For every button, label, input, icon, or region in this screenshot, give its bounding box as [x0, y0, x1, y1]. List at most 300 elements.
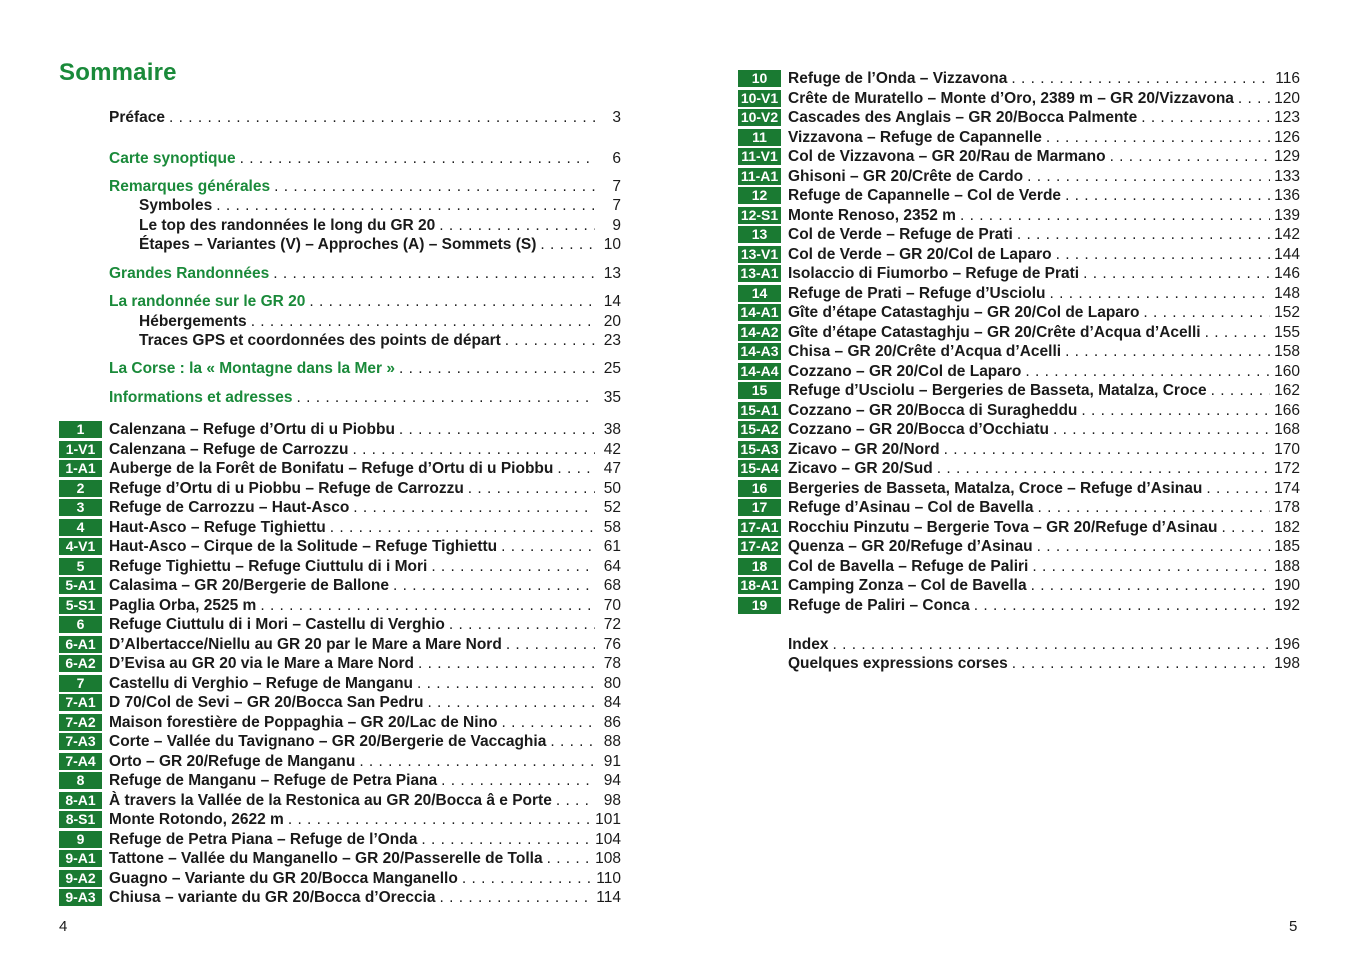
- entry-page-number: 58: [603, 518, 621, 536]
- dot-leader: [169, 108, 595, 127]
- entry-title: Préface: [109, 109, 166, 126]
- entry-page-number: 104: [595, 830, 621, 848]
- dot-leader: [274, 177, 595, 196]
- stage-entry[interactable]: [788, 342, 1300, 361]
- entry-page-number: 136: [1274, 187, 1300, 204]
- entry-title: Zicavo – GR 20/Nord: [788, 440, 940, 458]
- entry-page-number: 170: [1274, 440, 1300, 458]
- stage-entry[interactable]: [788, 381, 1300, 400]
- entry-page-number: 94: [603, 772, 621, 789]
- stage-entry[interactable]: [788, 167, 1300, 186]
- entry-page-number: 14: [603, 293, 621, 310]
- entry-title: Rocchiu Pinzutu – Bergerie Tova – GR 20/Refuge d’Asinau: [788, 518, 1218, 536]
- entry-page-number: 80: [603, 674, 621, 692]
- entry-title: Auberge de la Forêt de Bonifatu – Refuge d’Ortu di u Piobbu: [109, 460, 554, 477]
- entry-title: Camping Zonza – Col de Bavella: [788, 577, 1027, 594]
- entry-page-number: 174: [1274, 479, 1300, 497]
- entry-title: Orto – GR 20/Refuge de Manganu: [109, 752, 356, 770]
- stage-code-badge: 2: [59, 480, 102, 497]
- entry-page-number: 168: [1274, 421, 1300, 438]
- dot-leader: [440, 888, 593, 907]
- dot-leader: [1027, 167, 1270, 186]
- entry-title: Haut-Asco – Cirque de la Solitude – Refuge Tighiettu: [109, 538, 498, 555]
- entry-page-number: 120: [1274, 89, 1300, 107]
- dot-leader: [1046, 128, 1270, 147]
- dot-leader: [1211, 381, 1270, 400]
- dot-leader: [1083, 264, 1270, 283]
- dot-leader: [1032, 557, 1270, 576]
- dot-leader: [1056, 245, 1271, 264]
- dot-leader: [944, 440, 1271, 459]
- entry-title: Paglia Orba, 2525 m: [109, 596, 257, 614]
- stage-code-badge: 15-A4: [738, 460, 781, 477]
- dot-leader: [421, 830, 591, 849]
- entry-page-number: 126: [1274, 128, 1300, 146]
- entry-title: Monte Renoso, 2352 m: [788, 206, 956, 224]
- entry-title: Refuge de Petra Piana – Refuge de l’Onda: [109, 830, 418, 848]
- stage-entry[interactable]: [788, 89, 1300, 108]
- stage-code-badge: 11-V1: [738, 148, 781, 165]
- toc-entry[interactable]: [109, 108, 621, 127]
- entry-page-number: 88: [603, 733, 621, 750]
- stage-entry[interactable]: [109, 888, 621, 907]
- stage-code-badge: 13: [738, 226, 781, 243]
- dot-leader: [352, 440, 595, 459]
- stage-entry[interactable]: [109, 869, 621, 888]
- entry-page-number: 10: [603, 236, 621, 253]
- entry-page-number: 123: [1274, 109, 1300, 126]
- stage-code-badge: 1: [59, 421, 102, 438]
- dot-leader: [216, 196, 595, 215]
- entry-title: Vizzavona – Refuge de Capannelle: [788, 128, 1042, 146]
- stage-entry[interactable]: [109, 654, 621, 673]
- stage-code-badge: 5: [59, 558, 102, 575]
- entry-title: Le top des randonnées le long du GR 20: [139, 217, 436, 234]
- dot-leader: [1025, 362, 1270, 381]
- stage-code-badge: 14-A2: [738, 324, 781, 341]
- stage-code-badge: 17-A1: [738, 519, 781, 536]
- right-page: [680, 0, 1359, 969]
- toc-subentry[interactable]: [139, 196, 621, 215]
- stage-entry[interactable]: [109, 615, 621, 634]
- dot-leader: [449, 615, 595, 634]
- stage-code-badge: 17: [738, 499, 781, 516]
- page-title: Sommaire: [59, 59, 177, 86]
- dot-leader: [1065, 342, 1270, 361]
- entry-page-number: 142: [1274, 226, 1300, 243]
- stage-code-badge: 15: [738, 382, 781, 399]
- stage-entry[interactable]: [788, 147, 1300, 166]
- entry-page-number: 160: [1274, 362, 1300, 380]
- entry-title: Quelques expressions corses: [788, 655, 1008, 672]
- stage-entry[interactable]: [788, 537, 1300, 556]
- stage-entry[interactable]: [109, 693, 621, 712]
- entry-page-number: 86: [603, 713, 621, 731]
- entry-page-number: 198: [1274, 655, 1300, 672]
- stage-code-badge: 9-A2: [59, 870, 102, 887]
- entry-title: Col de Vizzavona – GR 20/Rau de Marmano: [788, 148, 1106, 165]
- stage-entry[interactable]: [109, 674, 621, 693]
- stage-entry[interactable]: [788, 245, 1300, 264]
- dot-leader: [1206, 479, 1270, 498]
- toc-entry[interactable]: [109, 359, 621, 378]
- dot-leader: [441, 771, 595, 790]
- stage-code-badge: 3: [59, 499, 102, 516]
- dot-leader: [1081, 401, 1270, 420]
- stage-code-badge: 4-V1: [59, 538, 102, 555]
- entry-title: Hébergements: [139, 313, 247, 330]
- entry-page-number: 98: [603, 791, 621, 809]
- stage-code-badge: 6: [59, 616, 102, 633]
- dot-leader: [1031, 576, 1271, 595]
- stage-entry[interactable]: [109, 420, 621, 439]
- entry-title: À travers la Vallée de la Restonica au GR 20/Bocca â e Porte: [109, 791, 552, 809]
- dot-leader: [296, 388, 595, 407]
- stage-entry[interactable]: [788, 401, 1300, 420]
- entry-page-number: 76: [603, 635, 621, 653]
- stage-code-badge: 7-A4: [59, 753, 102, 770]
- dot-leader: [547, 849, 592, 868]
- dot-leader: [506, 635, 595, 654]
- toc-entry[interactable]: [788, 654, 1300, 673]
- stage-entry[interactable]: [109, 635, 621, 654]
- entry-page-number: 70: [603, 596, 621, 614]
- entry-page-number: 35: [603, 389, 621, 406]
- page-number: 5: [1289, 918, 1298, 935]
- dot-leader: [468, 479, 595, 498]
- dot-leader: [557, 459, 595, 478]
- stage-entry[interactable]: [788, 128, 1300, 147]
- dot-leader: [273, 264, 595, 283]
- toc-subentry[interactable]: [139, 312, 621, 331]
- entry-title: Gîte d’étape Catastaghju – GR 20/Crête d’Acqua d’Acelli: [788, 323, 1201, 341]
- stage-code-badge: 15-A2: [738, 421, 781, 438]
- entry-title: Index: [788, 636, 829, 653]
- entry-title: Refuge de l’Onda – Vizzavona: [788, 70, 1008, 87]
- entry-title: Refuge de Paliri – Conca: [788, 596, 970, 614]
- entry-page-number: 78: [603, 655, 621, 672]
- entry-page-number: 84: [603, 694, 621, 711]
- dot-leader: [556, 791, 595, 810]
- dot-leader: [353, 498, 595, 517]
- stage-entry[interactable]: [788, 596, 1300, 615]
- stage-code-badge: 14-A4: [738, 363, 781, 380]
- entry-page-number: 178: [1274, 499, 1300, 516]
- entry-title: Corte – Vallée du Tavignano – GR 20/Bergerie de Vaccaghia: [109, 733, 547, 750]
- entry-page-number: 38: [603, 421, 621, 438]
- entry-title: Informations et adresses: [109, 389, 293, 406]
- entry-title: La randonnée sur le GR 20: [109, 293, 306, 310]
- dot-leader: [1011, 69, 1271, 88]
- entry-page-number: 110: [596, 869, 621, 887]
- entry-title: Chiusa – variante du GR 20/Bocca d’Oreccia: [109, 889, 436, 906]
- dot-leader: [1205, 323, 1271, 342]
- entry-title: Castellu di Verghio – Refuge de Manganu: [109, 674, 414, 692]
- stage-code-badge: 16: [738, 480, 781, 497]
- dot-leader: [540, 235, 595, 254]
- entry-title: Col de Bavella – Refuge de Paliri: [788, 557, 1029, 575]
- stage-code-badge: 18: [738, 558, 781, 575]
- entry-title: Monte Rotondo, 2622 m: [109, 811, 284, 828]
- entry-page-number: 188: [1274, 557, 1300, 575]
- stage-code-badge: 11: [738, 129, 781, 146]
- stage-entry[interactable]: [109, 440, 621, 459]
- entry-page-number: 196: [1274, 636, 1300, 653]
- entry-page-number: 192: [1274, 596, 1300, 614]
- entry-title: Remarques générales: [109, 178, 271, 195]
- stage-entry[interactable]: [788, 108, 1300, 127]
- toc-entry[interactable]: [109, 177, 621, 196]
- entry-title: Calenzana – Refuge d’Ortu di u Piobbu: [109, 421, 395, 438]
- dot-leader: [1053, 420, 1270, 439]
- entry-title: Grandes Randonnées: [109, 265, 270, 282]
- entry-title: Tattone – Vallée du Manganello – GR 20/Passerelle de Tolla: [109, 850, 543, 867]
- stage-code-badge: 1-A1: [59, 460, 102, 477]
- entry-title: Refuge de Manganu – Refuge de Petra Piana: [109, 772, 438, 789]
- entry-page-number: 23: [603, 332, 621, 349]
- dot-leader: [1141, 108, 1270, 127]
- dot-leader: [399, 359, 595, 378]
- entry-title: Bergeries de Basseta, Matalza, Croce – Refuge d’Asinau: [788, 479, 1203, 497]
- dot-leader: [960, 206, 1270, 225]
- stage-entry[interactable]: [788, 69, 1300, 88]
- toc-subentry[interactable]: [139, 216, 621, 235]
- entry-title: Col de Verde – Refuge de Prati: [788, 226, 1013, 243]
- stage-code-badge: 9: [59, 831, 102, 848]
- entry-title: Isolaccio di Fiumorbo – Refuge de Prati: [788, 265, 1080, 282]
- entry-title: Chisa – GR 20/Crête d’Acqua d’Acelli: [788, 343, 1062, 360]
- stage-code-badge: 7-A1: [59, 694, 102, 711]
- stage-code-badge: 5-S1: [59, 597, 102, 614]
- stage-entry[interactable]: [109, 518, 621, 537]
- dot-leader: [550, 732, 595, 751]
- entry-page-number: 61: [603, 538, 621, 555]
- dot-leader: [1037, 498, 1270, 517]
- dot-leader: [1037, 537, 1271, 556]
- entry-page-number: 155: [1274, 323, 1300, 341]
- dot-leader: [462, 869, 592, 888]
- entry-title: Traces GPS et coordonnées des points de départ: [139, 332, 501, 349]
- stage-entry[interactable]: [109, 810, 621, 829]
- entry-title: D’Evisa au GR 20 via le Mare a Mare Nord: [109, 655, 414, 672]
- stage-entry[interactable]: [788, 518, 1300, 537]
- stage-code-badge: 15-A1: [738, 402, 781, 419]
- toc-entry[interactable]: [109, 388, 621, 407]
- stage-entry[interactable]: [109, 713, 621, 732]
- stage-code-badge: 7-A2: [59, 714, 102, 731]
- dot-leader: [288, 810, 591, 829]
- stage-entry[interactable]: [788, 576, 1300, 595]
- entry-title: Calenzana – Refuge de Carrozzu: [109, 440, 349, 458]
- stage-entry[interactable]: [788, 557, 1300, 576]
- stage-entry[interactable]: [109, 791, 621, 810]
- toc-entry[interactable]: [788, 635, 1300, 654]
- entry-page-number: 64: [603, 557, 621, 575]
- entry-title: Refuge d’Asinau – Col de Bavella: [788, 499, 1034, 516]
- stage-entry[interactable]: [109, 830, 621, 849]
- entry-page-number: 148: [1274, 284, 1300, 302]
- entry-title: Symboles: [139, 197, 213, 214]
- stage-code-badge: 9-A3: [59, 889, 102, 906]
- stage-code-badge: 11-A1: [738, 168, 781, 185]
- toc-subentry[interactable]: [139, 235, 621, 254]
- toc-subentry[interactable]: [139, 331, 621, 350]
- entry-page-number: 146: [1274, 265, 1300, 282]
- dot-leader: [501, 537, 595, 556]
- entry-page-number: 3: [612, 109, 621, 126]
- toc-entry[interactable]: [109, 292, 621, 311]
- entry-page-number: 129: [1274, 148, 1300, 165]
- entry-page-number: 185: [1274, 538, 1300, 555]
- toc-entry[interactable]: [109, 264, 621, 283]
- dot-leader: [399, 420, 595, 439]
- stage-code-badge: 4: [59, 519, 102, 536]
- stage-entry[interactable]: [788, 362, 1300, 381]
- entry-title: Refuge de Prati – Refuge d’Usciolu: [788, 284, 1046, 302]
- dot-leader: [937, 459, 1270, 478]
- entry-title: Cozzano – GR 20/Col de Laparo: [788, 362, 1022, 380]
- entry-title: Crête de Muratello – Monte d’Oro, 2389 m – GR 20/Vizzavona: [788, 89, 1234, 107]
- stage-entry[interactable]: [788, 206, 1300, 225]
- entry-page-number: 50: [603, 479, 621, 497]
- stage-code-badge: 8-S1: [59, 811, 102, 828]
- entry-page-number: 158: [1274, 343, 1300, 360]
- entry-title: Refuge de Carrozzu – Haut-Asco: [109, 499, 350, 516]
- stage-code-badge: 18-A1: [738, 577, 781, 594]
- stage-code-badge: 1-V1: [59, 441, 102, 458]
- stage-entry[interactable]: [109, 771, 621, 790]
- dot-leader: [393, 576, 595, 595]
- dot-leader: [418, 654, 595, 673]
- stage-code-badge: 8: [59, 772, 102, 789]
- stage-code-badge: 14: [738, 285, 781, 302]
- stage-code-badge: 12: [738, 187, 781, 204]
- stage-code-badge: 14-A3: [738, 343, 781, 360]
- stage-entry[interactable]: [109, 732, 621, 751]
- entry-title: Col de Verde – GR 20/Col de Laparo: [788, 245, 1052, 263]
- stage-entry[interactable]: [109, 596, 621, 615]
- stage-entry[interactable]: [788, 459, 1300, 478]
- entry-title: Cascades des Anglais – GR 20/Bocca Palmente: [788, 109, 1138, 126]
- stage-entry[interactable]: [109, 537, 621, 556]
- stage-entry[interactable]: [109, 849, 621, 868]
- dot-leader: [1065, 186, 1270, 205]
- entry-title: Calasima – GR 20/Bergerie de Ballone: [109, 577, 389, 594]
- dot-leader: [260, 596, 595, 615]
- stage-code-badge: 5-A1: [59, 577, 102, 594]
- entry-page-number: 101: [595, 811, 621, 828]
- entry-page-number: 144: [1274, 245, 1300, 263]
- stage-code-badge: 7-A3: [59, 733, 102, 750]
- entry-title: Maison forestière de Poppaghia – GR 20/Lac de Nino: [109, 713, 498, 731]
- entry-page-number: 114: [596, 889, 621, 906]
- stage-entry[interactable]: [109, 479, 621, 498]
- stage-entry[interactable]: [788, 323, 1300, 342]
- entry-page-number: 25: [603, 360, 621, 377]
- entry-page-number: 47: [603, 460, 621, 477]
- stage-code-badge: 12-S1: [738, 207, 781, 224]
- stage-entry[interactable]: [788, 303, 1300, 322]
- stage-entry[interactable]: [109, 752, 621, 771]
- entry-page-number: 190: [1274, 577, 1300, 594]
- entry-page-number: 182: [1274, 518, 1300, 536]
- entry-title: Guagno – Variante du GR 20/Bocca Manganello: [109, 869, 458, 887]
- stage-entry[interactable]: [788, 420, 1300, 439]
- entry-page-number: 108: [595, 850, 621, 867]
- dot-leader: [431, 557, 595, 576]
- stage-code-badge: 15-A3: [738, 441, 781, 458]
- entry-title: D 70/Col de Sevi – GR 20/Bocca San Pedru: [109, 694, 424, 711]
- stage-entry[interactable]: [109, 557, 621, 576]
- stage-code-badge: 6-A1: [59, 636, 102, 653]
- stage-entry[interactable]: [788, 225, 1300, 244]
- toc-entry[interactable]: [109, 149, 621, 168]
- entry-title: D’Albertacce/Niellu au GR 20 par le Mare a Mare Nord: [109, 635, 502, 653]
- stage-entry[interactable]: [109, 498, 621, 517]
- entry-title: Refuge d’Usciolu – Bergeries de Basseta, Matalza, Croce: [788, 382, 1207, 399]
- stage-entry[interactable]: [788, 186, 1300, 205]
- entry-title: Refuge de Capannelle – Col de Verde: [788, 187, 1062, 204]
- entry-title: Cozzano – GR 20/Bocca d’Occhiatu: [788, 421, 1049, 438]
- stage-entry[interactable]: [109, 459, 621, 478]
- entry-page-number: 7: [612, 178, 621, 195]
- entry-page-number: 172: [1274, 460, 1300, 477]
- dot-leader: [1017, 225, 1270, 244]
- stage-code-badge: 19: [738, 597, 781, 614]
- entry-title: Étapes – Variantes (V) – Approches (A) – Sommets (S): [139, 236, 537, 253]
- entry-page-number: 42: [603, 440, 621, 458]
- dot-leader: [832, 635, 1270, 654]
- dot-leader: [1012, 654, 1270, 673]
- entry-title: Zicavo – GR 20/Sud: [788, 460, 933, 477]
- dot-leader: [1050, 284, 1271, 303]
- dot-leader: [330, 518, 595, 537]
- dot-leader: [439, 216, 595, 235]
- entry-page-number: 13: [603, 265, 621, 282]
- stage-entry[interactable]: [109, 576, 621, 595]
- dot-leader: [1238, 89, 1270, 108]
- stage-entry[interactable]: [788, 264, 1300, 283]
- stage-entry[interactable]: [788, 479, 1300, 498]
- entry-title: Quenza – GR 20/Refuge d’Asinau: [788, 538, 1033, 555]
- dot-leader: [501, 713, 595, 732]
- entry-title: Ghisoni – GR 20/Crête de Cardo: [788, 167, 1024, 185]
- entry-page-number: 7: [612, 197, 621, 214]
- stage-code-badge: 13-V1: [738, 246, 781, 263]
- entry-page-number: 166: [1274, 401, 1300, 419]
- entry-page-number: 152: [1274, 304, 1300, 321]
- dot-leader: [427, 693, 595, 712]
- stage-entry[interactable]: [788, 498, 1300, 517]
- entry-page-number: 133: [1274, 167, 1300, 185]
- stage-code-badge: 13-A1: [738, 265, 781, 282]
- entry-title: Refuge Tighiettu – Refuge Ciuttulu di i Mori: [109, 557, 428, 575]
- dot-leader: [505, 331, 595, 350]
- entry-page-number: 9: [612, 217, 621, 234]
- stage-code-badge: 6-A2: [59, 655, 102, 672]
- stage-entry[interactable]: [788, 284, 1300, 303]
- stage-code-badge: 8-A1: [59, 792, 102, 809]
- entry-title: Gîte d’étape Catastaghju – GR 20/Col de Laparo: [788, 304, 1140, 321]
- stage-code-badge: 10: [738, 70, 781, 87]
- dot-leader: [1110, 147, 1271, 166]
- dot-leader: [309, 292, 595, 311]
- entry-title: Refuge Ciuttulu di i Mori – Castellu di Verghio: [109, 616, 445, 633]
- entry-title: La Corse : la « Montagne dans la Mer »: [109, 360, 395, 377]
- stage-code-badge: 10-V2: [738, 109, 781, 126]
- stage-entry[interactable]: [788, 440, 1300, 459]
- entry-page-number: 20: [603, 313, 621, 330]
